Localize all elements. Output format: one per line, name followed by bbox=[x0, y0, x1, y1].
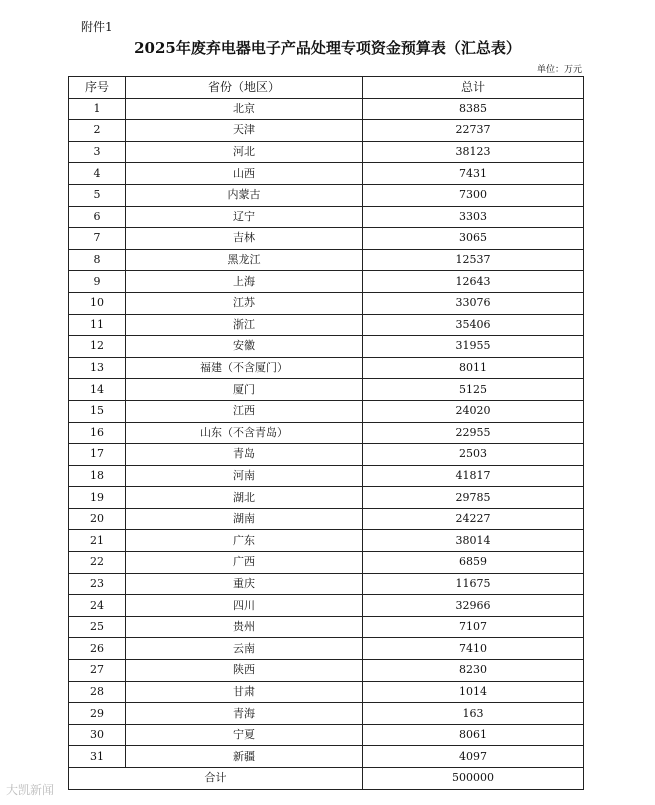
row-index: 17 bbox=[69, 444, 126, 466]
row-total: 8061 bbox=[363, 724, 584, 746]
table-body bbox=[69, 98, 584, 767]
table-row bbox=[69, 530, 584, 552]
row-province: 湖南 bbox=[126, 508, 363, 530]
row-province: 厦门 bbox=[126, 379, 363, 401]
table-row bbox=[69, 746, 584, 768]
row-province: 山西 bbox=[126, 163, 363, 185]
row-index: 29 bbox=[69, 703, 126, 725]
row-province: 重庆 bbox=[126, 573, 363, 595]
row-province: 上海 bbox=[126, 271, 363, 293]
row-province: 新疆 bbox=[126, 746, 363, 768]
row-index: 30 bbox=[69, 724, 126, 746]
row-total: 7107 bbox=[363, 616, 584, 638]
row-index: 16 bbox=[69, 422, 126, 444]
table-row bbox=[69, 184, 584, 206]
row-index: 3 bbox=[69, 141, 126, 163]
row-province: 江西 bbox=[126, 400, 363, 422]
row-total: 11675 bbox=[363, 573, 584, 595]
row-province: 贵州 bbox=[126, 616, 363, 638]
row-total: 41817 bbox=[363, 465, 584, 487]
table-row bbox=[69, 595, 584, 617]
table-row bbox=[69, 163, 584, 185]
row-total: 8230 bbox=[363, 660, 584, 682]
row-total: 5125 bbox=[363, 379, 584, 401]
table-row bbox=[69, 336, 584, 358]
table-row bbox=[69, 660, 584, 682]
row-index: 27 bbox=[69, 660, 126, 682]
row-index: 4 bbox=[69, 163, 126, 185]
row-total: 32966 bbox=[363, 595, 584, 617]
row-province: 山东（不含青岛） bbox=[126, 422, 363, 444]
table-row bbox=[69, 573, 584, 595]
header-index: 序号 bbox=[69, 77, 126, 99]
table-row bbox=[69, 422, 584, 444]
row-province: 黑龙江 bbox=[126, 249, 363, 271]
row-province: 宁夏 bbox=[126, 724, 363, 746]
row-total: 1014 bbox=[363, 681, 584, 703]
row-index: 18 bbox=[69, 465, 126, 487]
row-index: 2 bbox=[69, 120, 126, 142]
row-index: 19 bbox=[69, 487, 126, 509]
table-row bbox=[69, 552, 584, 574]
row-total: 8011 bbox=[363, 357, 584, 379]
row-index: 5 bbox=[69, 184, 126, 206]
row-province: 广东 bbox=[126, 530, 363, 552]
table-row bbox=[69, 98, 584, 120]
row-total: 24020 bbox=[363, 400, 584, 422]
table-row bbox=[69, 141, 584, 163]
row-province: 福建（不含厦门） bbox=[126, 357, 363, 379]
table-row bbox=[69, 724, 584, 746]
header-total: 总计 bbox=[363, 77, 584, 99]
table-row bbox=[69, 400, 584, 422]
row-total: 6859 bbox=[363, 552, 584, 574]
total-row bbox=[69, 768, 584, 790]
table-row bbox=[69, 444, 584, 466]
table-row bbox=[69, 465, 584, 487]
row-province: 内蒙古 bbox=[126, 184, 363, 206]
table-row bbox=[69, 379, 584, 401]
table-header bbox=[69, 77, 584, 99]
row-total: 22737 bbox=[363, 120, 584, 142]
row-index: 28 bbox=[69, 681, 126, 703]
row-total: 38123 bbox=[363, 141, 584, 163]
header-province: 省份（地区） bbox=[126, 77, 363, 99]
row-index: 26 bbox=[69, 638, 126, 660]
row-province: 甘肃 bbox=[126, 681, 363, 703]
row-index: 21 bbox=[69, 530, 126, 552]
row-province: 河北 bbox=[126, 141, 363, 163]
unit-label: 单位：万元 bbox=[536, 65, 582, 75]
table-row bbox=[69, 487, 584, 509]
row-index: 20 bbox=[69, 508, 126, 530]
watermark: 大凯新闻 bbox=[6, 783, 55, 797]
row-total: 38014 bbox=[363, 530, 584, 552]
row-index: 13 bbox=[69, 357, 126, 379]
row-index: 15 bbox=[69, 400, 126, 422]
row-index: 10 bbox=[69, 292, 126, 314]
row-total: 29785 bbox=[363, 487, 584, 509]
row-total: 7410 bbox=[363, 638, 584, 660]
row-index: 12 bbox=[69, 336, 126, 358]
row-index: 25 bbox=[69, 616, 126, 638]
row-index: 1 bbox=[69, 98, 126, 120]
table-row bbox=[69, 681, 584, 703]
row-index: 31 bbox=[69, 746, 126, 768]
row-total: 163 bbox=[363, 703, 584, 725]
table-row bbox=[69, 703, 584, 725]
row-province: 青岛 bbox=[126, 444, 363, 466]
budget-table bbox=[68, 76, 584, 790]
row-total: 4097 bbox=[363, 746, 584, 768]
row-index: 11 bbox=[69, 314, 126, 336]
row-province: 陕西 bbox=[126, 660, 363, 682]
table-row bbox=[69, 228, 584, 250]
row-index: 6 bbox=[69, 206, 126, 228]
row-province: 安徽 bbox=[126, 336, 363, 358]
row-total: 12643 bbox=[363, 271, 584, 293]
table-row bbox=[69, 638, 584, 660]
row-province: 湖北 bbox=[126, 487, 363, 509]
row-total: 33076 bbox=[363, 292, 584, 314]
row-index: 9 bbox=[69, 271, 126, 293]
table-row bbox=[69, 120, 584, 142]
table-row bbox=[69, 508, 584, 530]
row-province: 吉林 bbox=[126, 228, 363, 250]
table-row bbox=[69, 206, 584, 228]
row-total: 3065 bbox=[363, 228, 584, 250]
table-row bbox=[69, 271, 584, 293]
table-row bbox=[69, 314, 584, 336]
total-label: 合计 bbox=[69, 768, 363, 790]
table-row bbox=[69, 357, 584, 379]
row-index: 14 bbox=[69, 379, 126, 401]
row-province: 辽宁 bbox=[126, 206, 363, 228]
table-footer bbox=[69, 768, 584, 790]
row-province: 广西 bbox=[126, 552, 363, 574]
table-row bbox=[69, 616, 584, 638]
row-province: 北京 bbox=[126, 98, 363, 120]
row-total: 24227 bbox=[363, 508, 584, 530]
row-total: 22955 bbox=[363, 422, 584, 444]
row-province: 青海 bbox=[126, 703, 363, 725]
document-title: 2025年废弃电器电子产品处理专项资金预算表（汇总表） bbox=[134, 39, 521, 57]
row-index: 22 bbox=[69, 552, 126, 574]
row-index: 7 bbox=[69, 228, 126, 250]
header-row bbox=[69, 77, 584, 99]
row-total: 35406 bbox=[363, 314, 584, 336]
row-index: 23 bbox=[69, 573, 126, 595]
attachment-label: 附件1 bbox=[81, 20, 113, 34]
row-total: 12537 bbox=[363, 249, 584, 271]
row-province: 河南 bbox=[126, 465, 363, 487]
table-row bbox=[69, 292, 584, 314]
row-province: 四川 bbox=[126, 595, 363, 617]
row-index: 24 bbox=[69, 595, 126, 617]
row-province: 江苏 bbox=[126, 292, 363, 314]
row-total: 3303 bbox=[363, 206, 584, 228]
table-row bbox=[69, 249, 584, 271]
row-total: 2503 bbox=[363, 444, 584, 466]
row-total: 8385 bbox=[363, 98, 584, 120]
row-total: 7300 bbox=[363, 184, 584, 206]
row-total: 7431 bbox=[363, 163, 584, 185]
row-province: 天津 bbox=[126, 120, 363, 142]
total-value: 500000 bbox=[363, 768, 584, 790]
row-total: 31955 bbox=[363, 336, 584, 358]
row-province: 浙江 bbox=[126, 314, 363, 336]
row-province: 云南 bbox=[126, 638, 363, 660]
row-index: 8 bbox=[69, 249, 126, 271]
